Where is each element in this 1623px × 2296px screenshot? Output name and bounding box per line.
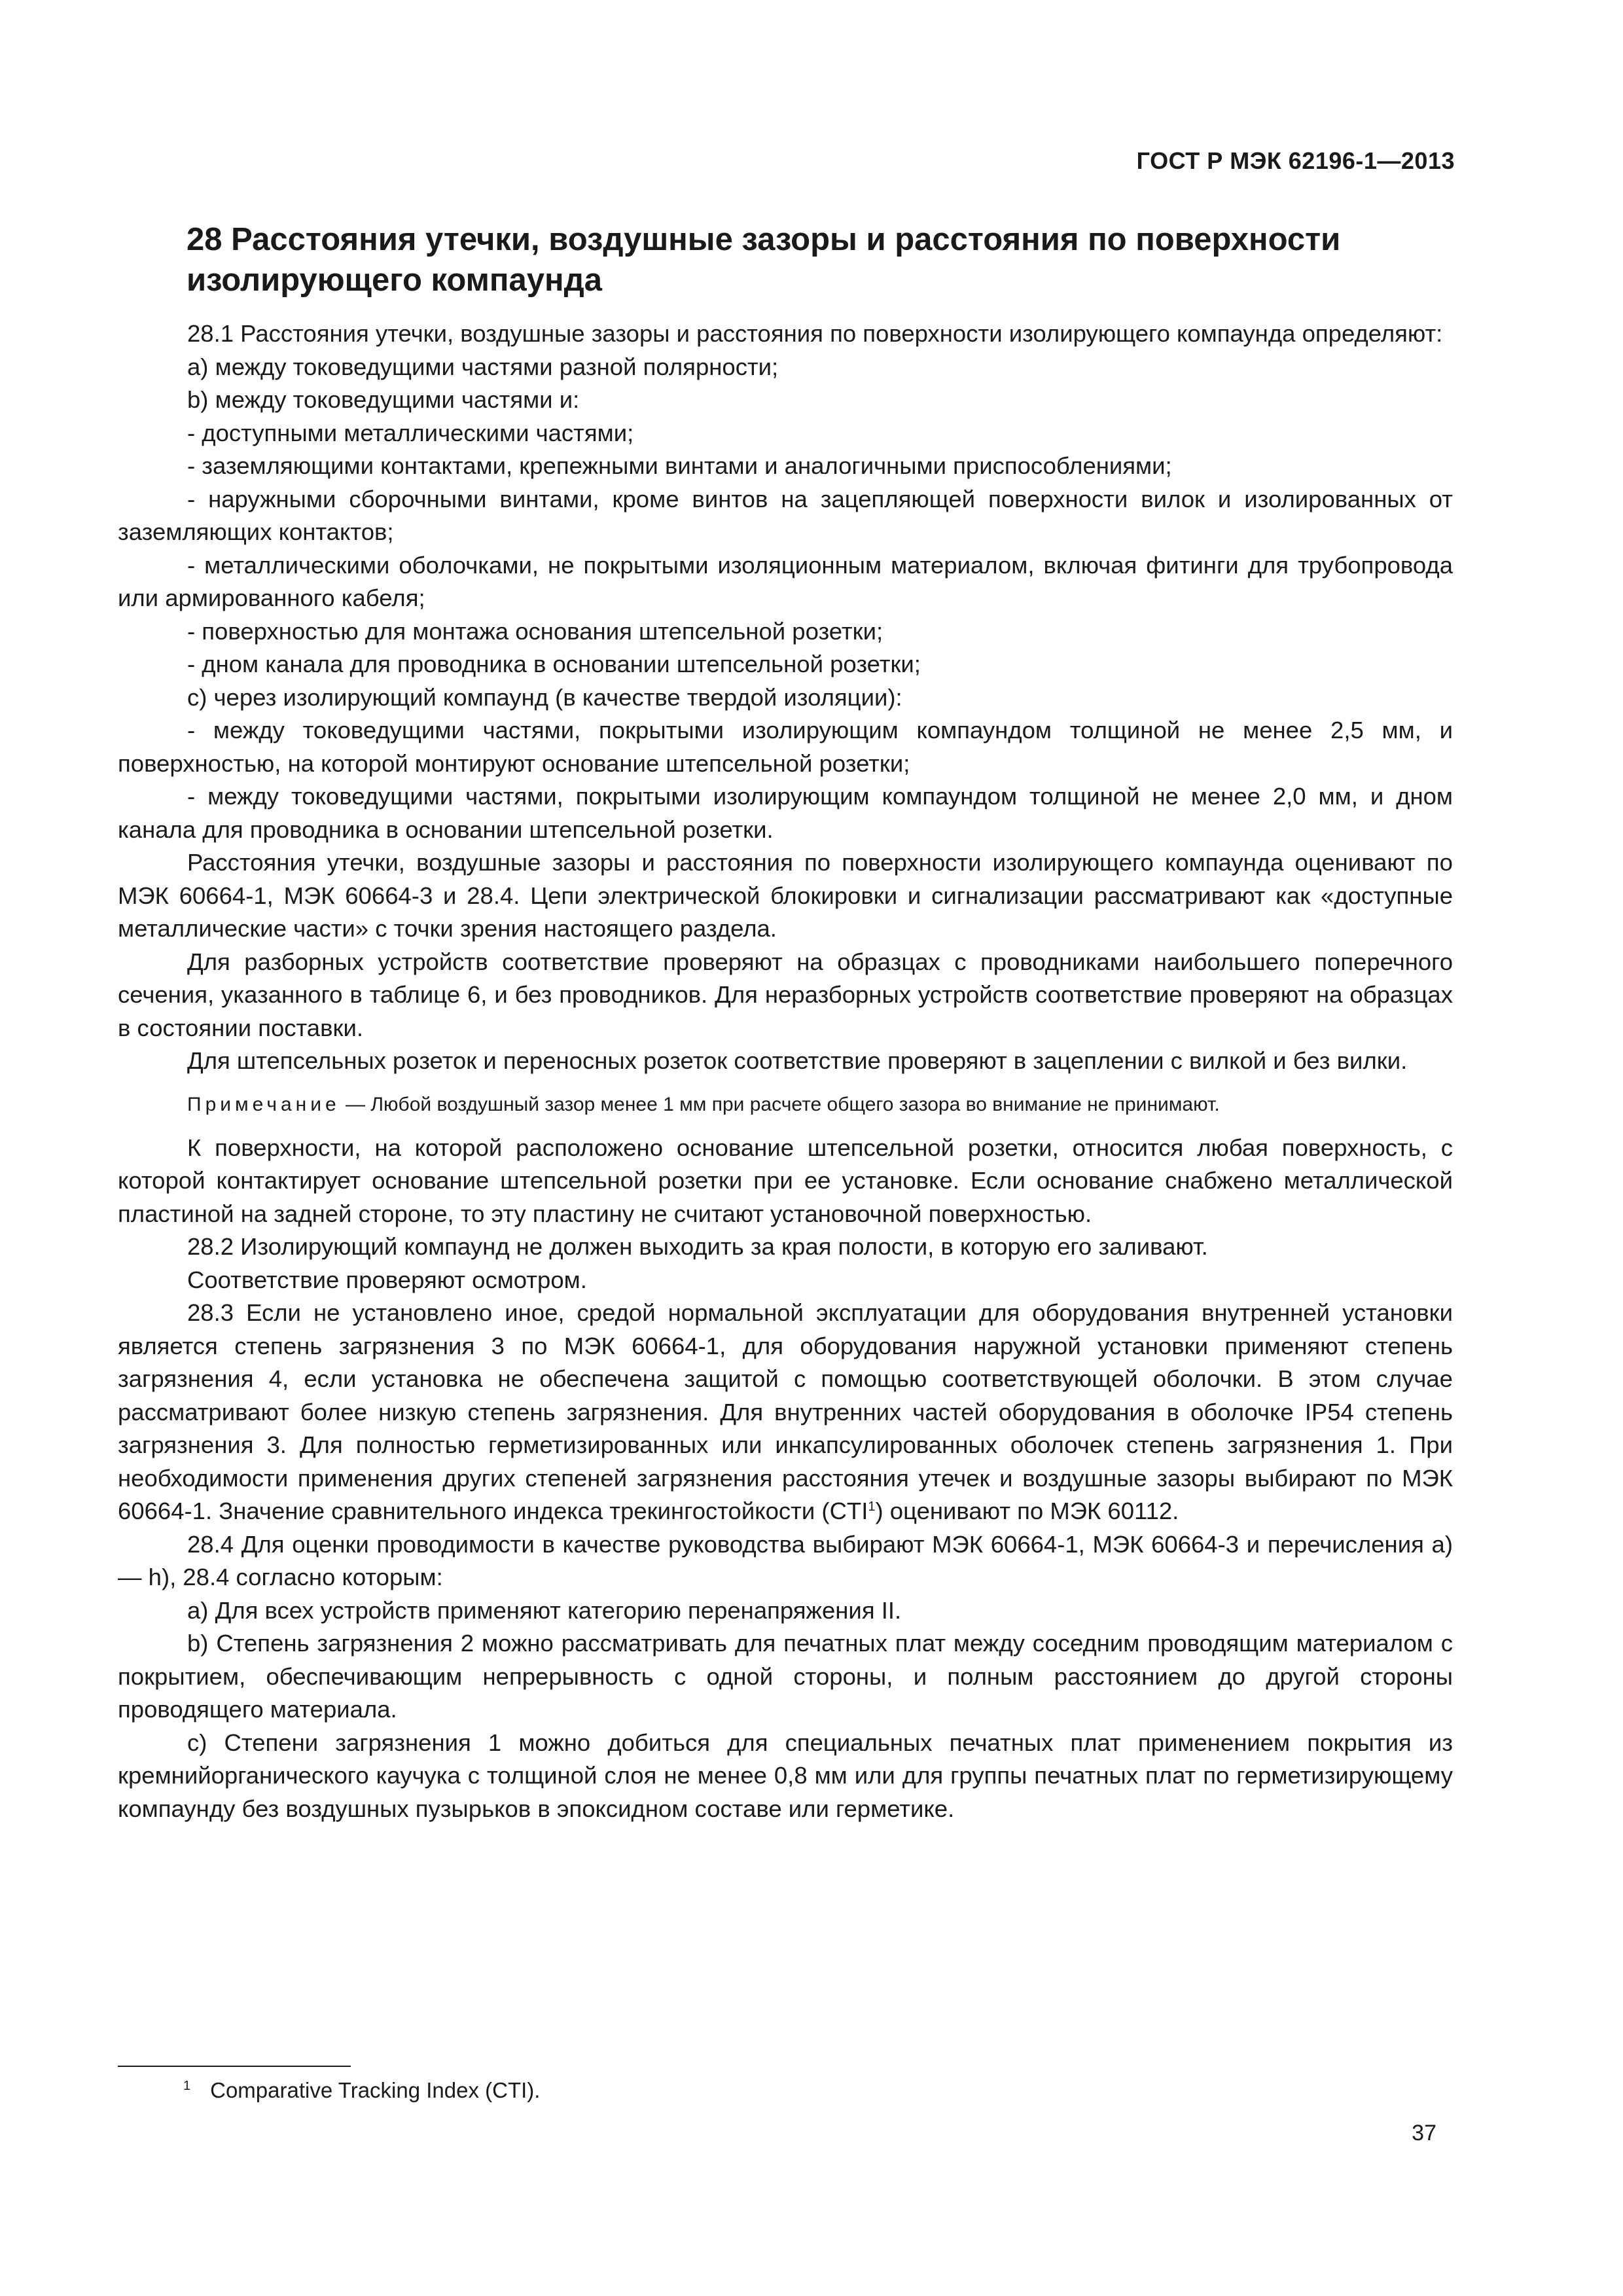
section-title: 28 Расстояния утечки, воздушные зазоры и расстояния по поверхности изолирующего компаунда bbox=[187, 222, 1341, 298]
note-text: — Любой воздушный зазор менее 1 мм при расчете общего зазора во внимание не принимают. bbox=[340, 1093, 1220, 1115]
paragraph: 28.2 Изолирующий компаунд не должен выходить за края полости, в которую его заливают. bbox=[187, 1233, 1208, 1260]
note-label: Примечание bbox=[187, 1093, 340, 1115]
main-content bbox=[118, 317, 1453, 1825]
paragraph: a) между токоведущими частями разной полярности; bbox=[187, 353, 779, 380]
paragraph: - металлическими оболочками, не покрытыми изоляционным материалом, включая фитинги для трубопровода или армированного кабеля; bbox=[118, 551, 1453, 611]
paragraph: - дном канала для проводника в основании штепсельной розетки; bbox=[187, 651, 921, 677]
note bbox=[118, 1092, 1453, 1117]
cti-text-before: 28.3 Если не установлено иное, средой нормальной эксплуатации для оборудования внутренней установки является степень загрязнения 3 по МЭК 60664-1, для оборудования наружной установки применяют степень загрязнения 4, если установка не обеспечена защитой с помощью соответствующей оболочки. В этом случае рассматривают более низкую степень загрязнения. Для внутренних частей оборудования в оболочке IP54 степень загрязнения 3. Для полностью герметизированных или инкапсулированных оболочек степень загрязнения 1. При необходимости применения других степеней загрязнения расстояния утечек и воздушные зазоры выбирают по МЭК 60664-1. Значение сравнительного индекса трекингостойкости (CTI bbox=[118, 1299, 1453, 1524]
document-header-id: ГОСТ Р МЭК 62196-1—2013 bbox=[1136, 147, 1455, 174]
paragraph: a) Для всех устройств применяют категорию перенапряжения II. bbox=[187, 1596, 902, 1624]
paragraph: - заземляющими контактами, крепежными винтами и аналогичными приспособлениями; bbox=[187, 452, 1172, 479]
paragraph: - наружными сборочными винтами, кроме винтов на зацепляющей поверхности вилок и изолированных от заземляющих контактов; bbox=[118, 485, 1453, 545]
paragraph: Соответствие проверяют осмотром. bbox=[187, 1266, 587, 1293]
paragraph: b) между токоведущими частями и: bbox=[187, 386, 580, 413]
footnote-marker: 1 bbox=[183, 2079, 191, 2093]
paragraph: - доступными металлическими частями; bbox=[187, 419, 634, 446]
paragraph: Для штепсельных розеток и переносных розеток соответствие проверяют в зацеплении с вилкой и без вилки. bbox=[187, 1047, 1408, 1074]
cti-text-after: ) оценивают по МЭК 60112. bbox=[875, 1498, 1179, 1524]
paragraph: Для разборных устройств соответствие проверяют на образцах с проводниками наибольшего поперечного сечения, указанного в таблице 6, и без проводников. Для неразборных устройств соответствие проверяют на образцах в состоянии поставки. bbox=[118, 948, 1453, 1041]
paragraph: - между токоведущими частями, покрытыми изолирующим компаундом толщиной не менее 2,5 мм, и поверхностью, на которой монтируют основание штепсельной розетки; bbox=[118, 717, 1453, 777]
paragraph-cti bbox=[118, 1297, 1453, 1528]
paragraph: Расстояния утечки, воздушные зазоры и расстояния по поверхности изолирующего компаунда оценивают по МЭК 60664-1, МЭК 60664-3 и 28.4. Цепи электрической блокировки и сигнализации рассматривают как «доступные металлические части» с точки зрения настоящего раздела. bbox=[118, 849, 1453, 942]
page-number: 37 bbox=[1412, 2121, 1436, 2145]
footnote-reference: 1 bbox=[868, 1499, 876, 1514]
paragraph: c) Степени загрязнения 1 можно добиться для специальных печатных плат применением покрытия из кремнийорганического каучука с толщиной слоя не менее 0,8 мм или для группы печатных плат по герметизирующему компаунду без воздушных пузырьков в эпоксидном составе или герметике. bbox=[118, 1729, 1453, 1822]
paragraph: К поверхности, на которой расположено основание штепсельной розетки, относится любая поверхность, с которой контактирует основание штепсельной розетки при ее установке. Если основание снабжено металлической пластиной на задней стороне, то эту пластину не считают установочной поверхностью. bbox=[118, 1134, 1453, 1227]
paragraph: 28.1 Расстояния утечки, воздушные зазоры и расстояния по поверхности изолирующего компаунда определяют: bbox=[187, 320, 1443, 347]
footnote-divider bbox=[118, 2066, 351, 2067]
paragraph: c) через изолирующий компаунд (в качестве твердой изоляции): bbox=[187, 683, 902, 711]
paragraph: 28.4 Для оценки проводимости в качестве руководства выбирают МЭК 60664-1, МЭК 60664-3 и перечисления a) — h), 28.4 согласно которым: bbox=[118, 1530, 1453, 1590]
paragraph: b) Степень загрязнения 2 можно рассматривать для печатных плат между соседним проводящим материалом с покрытием, обеспечивающим непрерывность с одной стороны, и полным расстоянием до другой стороны проводящего материала. bbox=[118, 1630, 1453, 1723]
footnote bbox=[183, 2073, 540, 2104]
paragraph: - между токоведущими частями, покрытыми изолирующим компаундом толщиной не менее 2,0 мм, и дном канала для проводника в основании штепсельной розетки. bbox=[118, 783, 1453, 843]
paragraph: - поверхностью для монтажа основания штепсельной розетки; bbox=[187, 617, 883, 645]
footnote-text: Comparative Tracking Index (CTI). bbox=[210, 2078, 541, 2102]
